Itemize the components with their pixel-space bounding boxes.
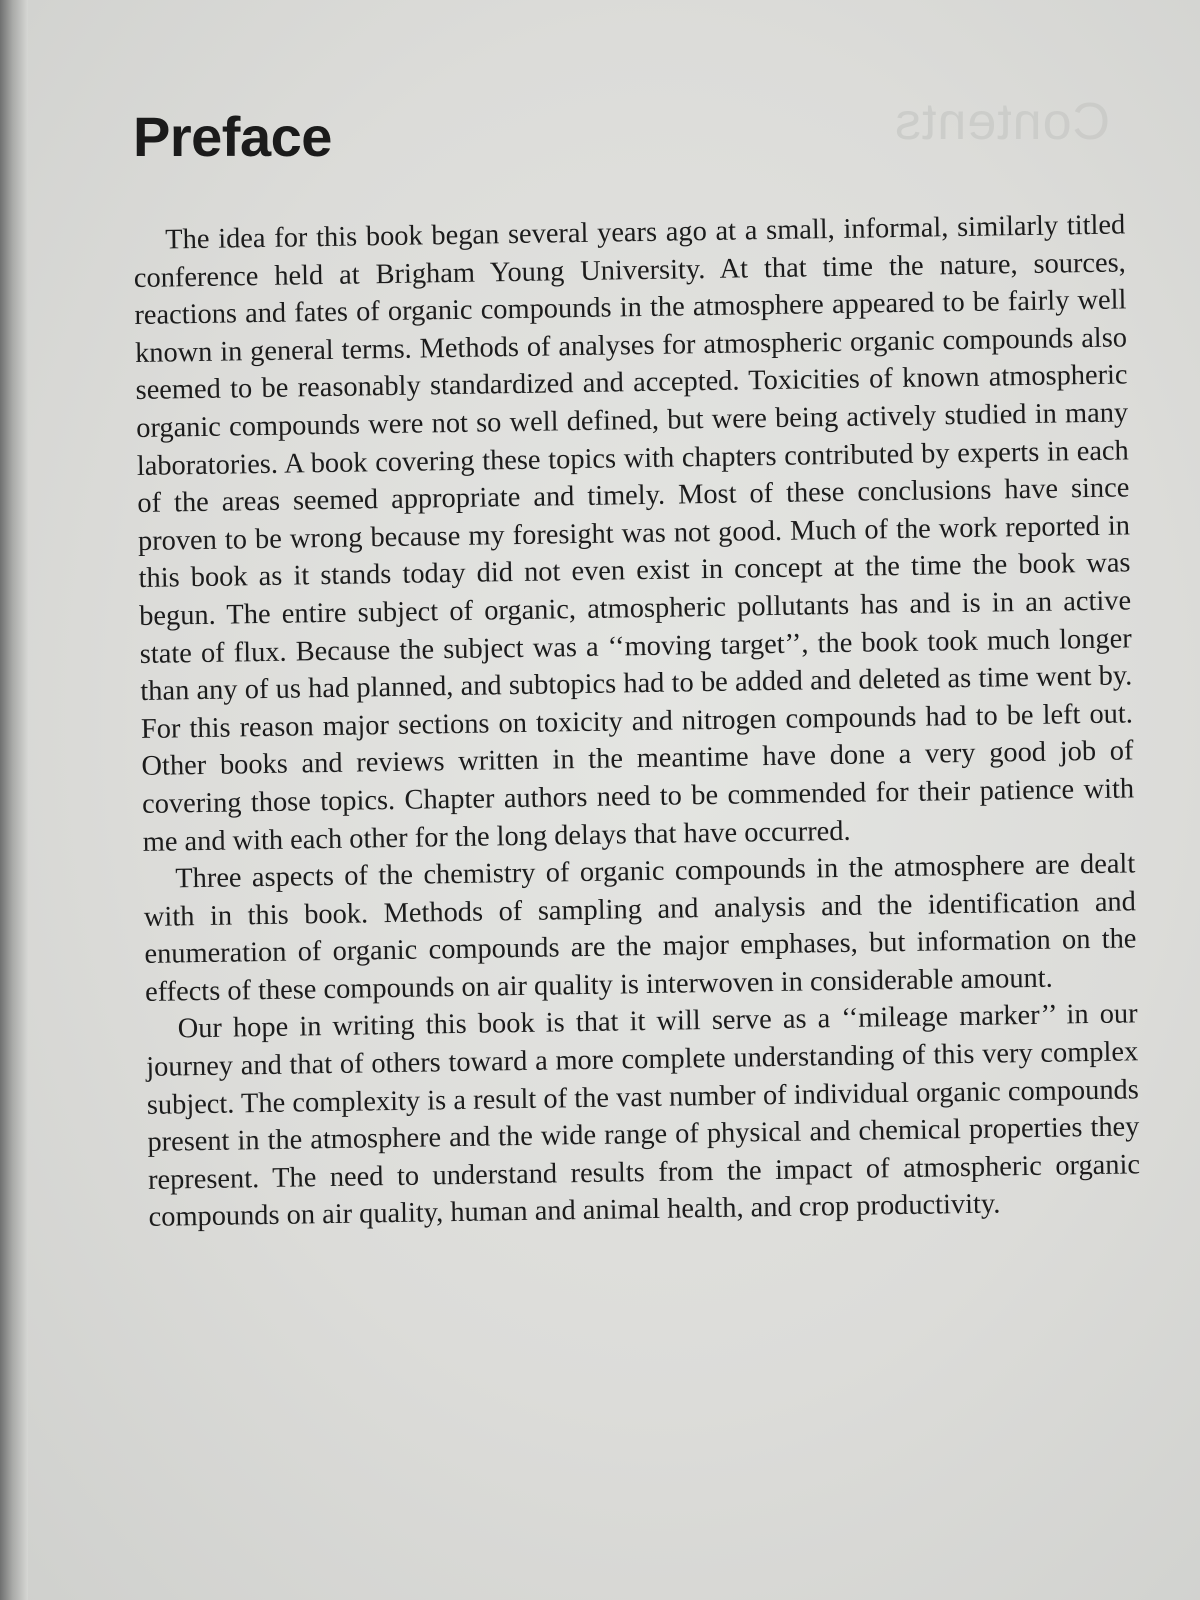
paragraph-2: Three aspects of the chemistry of organic compounds in the atmosphere are dealt with in this book. Methods of sampling and analysis and the identification and enumeration of organic compounds are the major emphases, but information on the effects of these compounds on air quality is interwoven in considerable amount. [143,848,1137,1008]
page-title: Preface [133,105,332,168]
spine-shadow [0,0,28,1600]
paragraph-1: The idea for this book began several years ago at a small, informal, similarly titled conference held at Brigham Young University. At that time the nature, sources, reactions and fates of organic compounds in the atmosphere appeared to be fairly well known in general terms. Methods of analyses for atmospheric organic compounds also seemed to be reasonably standardized and accepted. Toxicities of known atmospheric organic compounds were not so well defined, but were being actively studied in many laboratories. A book covering these topics with chapters contributed by experts in each of the areas seemed appropriate and timely. Most of these conclusions have since proven to be wrong because my foresight was not good. Much of the work reported in this book as it stands today did not even exist in concept at the time the book was begun. The entire subject of organic, atmospheric pollutants has and is in an active state of flux. Because the subject was a ‘‘moving target’’, the book took much longer than any of us had planned, and subtopics had to be added and deleted as time went by. For this reason major sections on toxicity and nitrogen compounds had to be left out. Other books and reviews written in the meantime have done a very good job of covering those topics. Chapter authors need to be commended for their patience with me and with each other for the long delays that have occurred. [133,209,1135,858]
bleed-through-text: Contents [893,93,1110,151]
preface-body [133,206,1141,1236]
paragraph-3: Our hope in writing this book is that it will serve as a ‘‘mileage marker’’ in our journey and that of others toward a more complete understanding of this very complex subject. The complexity is a result of the vast number of individual organic compounds present in the atmosphere and the wide range of physical and chemical properties they represent. The need to understand results from the impact of atmospheric organic compounds on air quality, human and animal health, and crop productivity. [146,998,1141,1234]
